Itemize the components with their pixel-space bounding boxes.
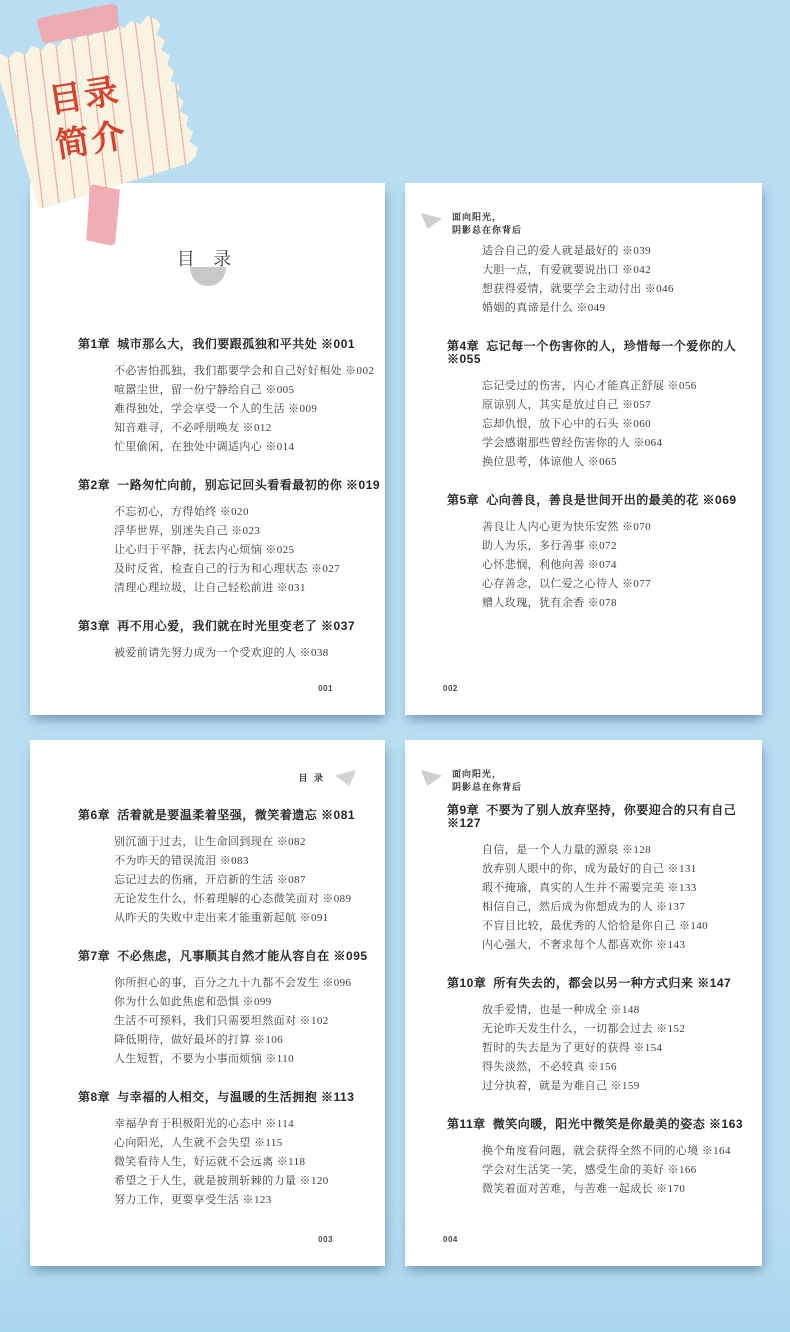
chapter-title: 不必焦虑，凡事顺其自然才能从容自在 ※095 <box>117 949 368 963</box>
toc-item: 相信自己，然后成为你想成为的人 ※137 <box>482 901 686 914</box>
toc-item: 忘记过去的伤痛，开启新的生活 ※087 <box>114 874 306 886</box>
toc-title: 目 录 <box>176 249 239 269</box>
toc-item: 微笑着面对苦难，与苦难一起成长 ※170 <box>482 1183 686 1196</box>
chapter-label: 第1章 <box>78 337 111 351</box>
running-head <box>420 211 762 237</box>
book-title-line2: 阴影总在你背后 <box>452 225 523 236</box>
paper-plane-icon <box>334 768 357 787</box>
toc-item: 幸福孕育于积极阳光的心态中 ※114 <box>114 1118 295 1130</box>
toc-item: 难得独处，学会享受一个人的生活 ※009 <box>114 403 318 415</box>
toc-page-2 <box>405 183 762 715</box>
toc-page-1 <box>30 183 385 715</box>
toc-item: 清理心理垃圾，让自己轻松前进 ※031 <box>114 582 306 594</box>
page-number: 001 <box>318 684 333 693</box>
toc-item: 放弃别人眼中的你，成为最好的自己 ※131 <box>482 863 697 876</box>
running-head-label: 目 录 <box>298 773 325 783</box>
toc-item: 被爱前请先努力成为一个受欢迎的人 ※038 <box>114 647 329 659</box>
toc-section <box>30 338 385 453</box>
toc-item: 知音难寻，不必呼朋唤友 ※012 <box>114 422 272 434</box>
chapter-title: 微笑向暖，阳光中微笑是你最美的姿态 ※163 <box>492 1117 744 1132</box>
toc-item: 学会感谢那些曾经伤害你的人 ※064 <box>482 437 663 450</box>
toc-item: 赠人玫瑰，犹有余香 ※078 <box>482 597 617 610</box>
page-number: 004 <box>443 1235 458 1244</box>
toc-section <box>30 1091 385 1206</box>
chapter-heading <box>405 1118 762 1131</box>
book-title <box>452 768 522 794</box>
toc-item: 忘记受过的伤害，内心才能真正舒展 ※056 <box>482 380 697 393</box>
note-title-line2: 简介 <box>52 116 130 166</box>
chapter-title: 城市那么大，我们要跟孤独和平共处 ※001 <box>117 337 356 351</box>
chapter-heading <box>30 479 385 492</box>
chapter-label: 第2章 <box>78 478 111 492</box>
toc-item: 微笑看待人生，好运就不会远离 ※118 <box>114 1156 306 1168</box>
toc-item: 让心归于平静，抚去内心烦恼 ※025 <box>114 544 295 556</box>
toc-section <box>405 245 762 314</box>
toc-item: 自信，是一个人力量的源泉 ※128 <box>482 844 652 857</box>
toc-section <box>405 1118 762 1195</box>
chapter-title: 再不用心爱，我们就在时光里变老了 ※037 <box>117 619 356 633</box>
toc-item: 善良让人内心更为快乐安然 ※070 <box>482 521 652 534</box>
chapter-label: 第7章 <box>78 949 111 963</box>
toc-item: 生活不可预料，我们只需要坦然面对 ※102 <box>114 1015 329 1027</box>
toc-item: 换个角度看问题，就会获得全然不同的心境 ※164 <box>482 1145 731 1158</box>
toc-item: 别沉湎于过去，让生命回到现在 ※082 <box>114 836 306 848</box>
chapter-label: 第3章 <box>78 619 111 633</box>
toc-item: 人生短暂，不要为小事而烦恼 ※110 <box>114 1053 295 1065</box>
chapter-title: 所有失去的，都会以另一种方式归来 ※147 <box>493 976 732 991</box>
toc-item: 从昨天的失败中走出来才能重新起航 ※091 <box>114 912 329 924</box>
toc-item: 你为什么如此焦虑和恐惧 ※099 <box>114 996 272 1008</box>
chapter-heading <box>405 340 762 366</box>
toc-item: 努力工作，更要享受生活 ※123 <box>114 1194 272 1206</box>
toc-item: 心怀悲悯，利他向善 ※074 <box>482 559 617 572</box>
book-title <box>452 211 522 237</box>
toc-section <box>405 340 762 468</box>
note-title <box>45 69 130 169</box>
chapter-label: 第9章 <box>447 803 480 818</box>
chapter-label: 第8章 <box>78 1090 111 1104</box>
chapter-heading <box>30 950 385 963</box>
toc-section <box>30 950 385 1065</box>
chapter-label: 第6章 <box>78 808 111 822</box>
book-title-line1: 面向阳光， <box>452 212 503 222</box>
chapter-heading <box>30 1091 385 1104</box>
page-number: 003 <box>318 1235 333 1244</box>
toc-item: 希望之于人生，就是披荆斩棘的力量 ※120 <box>114 1175 329 1187</box>
book-title-line2: 阴影总在你背后 <box>452 782 523 793</box>
toc-section <box>405 977 762 1092</box>
chapter-title: 忘记每一个伤害你的人，珍惜每一个爱你的人 ※055 <box>447 339 737 367</box>
chapter-title: 不要为了别人放弃坚持，你要迎合的只有自己 ※127 <box>447 803 737 831</box>
toc-item: 喧嚣尘世，留一份宁静给自己 ※005 <box>114 384 295 396</box>
toc-section <box>30 479 385 594</box>
toc-list <box>405 245 762 609</box>
toc-section <box>405 804 762 951</box>
chapter-title: 心向善良，善良是世间开出的最美的花 ※069 <box>486 493 737 508</box>
running-head <box>30 768 357 787</box>
toc-item: 助人为乐，多行善事 ※072 <box>482 540 617 553</box>
toc-section <box>405 494 762 609</box>
toc-page-4 <box>405 740 762 1266</box>
toc-item: 过分执着，就是为难自己 ※159 <box>482 1080 640 1093</box>
toc-item: 放手爱情，也是一种成全 ※148 <box>482 1004 640 1017</box>
chapter-heading <box>405 494 762 507</box>
toc-item: 内心强大，不奢求每个人都喜欢你 ※143 <box>482 939 686 952</box>
toc-item: 不盲目比较，最优秀的人恰恰是你自己 ※140 <box>482 920 709 933</box>
toc-item: 得失淡然，不必较真 ※156 <box>482 1061 617 1074</box>
toc-item: 心向阳光，人生就不会失望 ※115 <box>114 1137 283 1149</box>
toc-item: 降低期待，做好最坏的打算 ※106 <box>114 1034 284 1046</box>
paper-plane-icon <box>420 211 443 230</box>
chapter-label: 第11章 <box>447 1117 486 1132</box>
toc-list <box>405 804 762 1195</box>
toc-item: 适合自己的爱人就是最好的 ※039 <box>482 245 652 258</box>
toc-item: 无论昨天发生什么，一切都会过去 ※152 <box>482 1023 686 1036</box>
chapter-label: 第4章 <box>447 339 480 354</box>
toc-item: 暂时的失去是为了更好的获得 ※154 <box>482 1042 663 1055</box>
page-number: 002 <box>443 684 458 693</box>
chapter-heading <box>405 977 762 990</box>
chapter-title: 活着就是要温柔着坚强，微笑着遗忘 ※081 <box>117 808 356 822</box>
toc-item: 忙里偷闲，在独处中调适内心 ※014 <box>114 441 295 453</box>
toc-section <box>30 620 385 659</box>
toc-item: 忘却仇恨，放下心中的石头 ※060 <box>482 418 652 431</box>
chapter-title: 与幸福的人相交，与温暖的生活拥抱 ※113 <box>117 1090 355 1104</box>
toc-item: 心存善念，以仁爱之心待人 ※077 <box>482 578 652 591</box>
toc-item: 不为昨天的错误流泪 ※083 <box>114 855 249 867</box>
chapter-heading <box>30 809 385 822</box>
toc-item: 大胆一点，有爱就要说出口 ※042 <box>482 264 652 277</box>
toc-item: 原谅别人，其实是放过自己 ※057 <box>482 399 652 412</box>
toc-item: 婚姻的真谛是什么 ※049 <box>482 302 606 315</box>
toc-item: 不必害怕孤独，我们都要学会和自己好好相处 ※002 <box>114 365 375 377</box>
toc-item: 及时反省，检查自己的行为和心理状态 ※027 <box>114 563 341 575</box>
toc-item: 瑕不掩瑜，真实的人生并不需要完美 ※133 <box>482 882 697 895</box>
chapter-heading <box>405 804 762 830</box>
toc-page-3 <box>30 740 385 1266</box>
toc-item: 学会对生活笑一笑，感受生命的美好 ※166 <box>482 1164 697 1177</box>
chapter-heading <box>30 338 385 351</box>
paper-plane-icon <box>420 768 443 787</box>
chapter-title: 一路匆忙向前，别忘记回头看看最初的你 ※019 <box>117 478 381 492</box>
note-title-line1: 目录 <box>45 71 123 121</box>
toc-item: 想获得爱情，就要学会主动付出 ※046 <box>482 283 674 296</box>
toc-item: 无论发生什么，怀着理解的心态微笑面对 ※089 <box>114 893 352 905</box>
toc-item: 不忘初心，方得始终 ※020 <box>114 506 249 518</box>
toc-section <box>30 809 385 924</box>
toc-list <box>30 338 385 659</box>
toc-list <box>30 809 385 1206</box>
toc-item: 浮华世界，别迷失自己 ※023 <box>114 525 261 537</box>
running-head <box>420 768 762 794</box>
toc-item: 你所担心的事，百分之九十九都不会发生 ※096 <box>114 977 352 989</box>
sticky-note <box>0 6 215 251</box>
book-title-line1: 面向阳光， <box>452 769 503 779</box>
chapter-heading <box>30 620 385 633</box>
toc-item: 换位思考，体谅他人 ※065 <box>482 456 617 469</box>
chapter-label: 第5章 <box>447 493 480 508</box>
chapter-label: 第10章 <box>447 976 487 991</box>
